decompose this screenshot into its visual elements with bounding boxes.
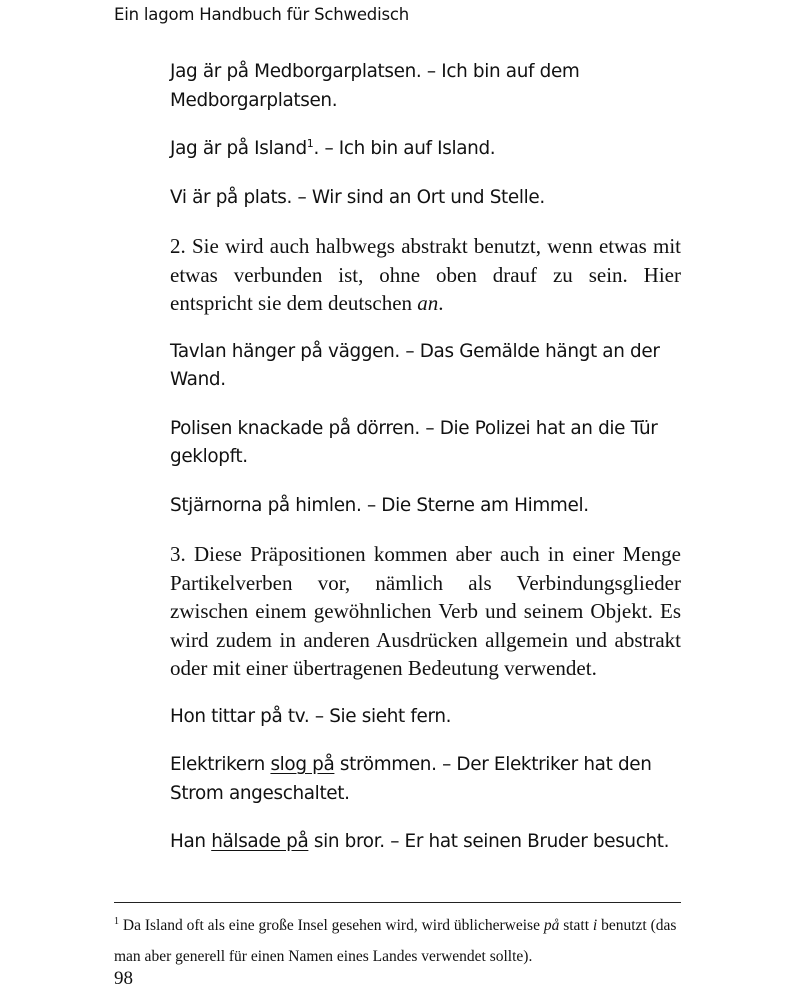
footnote-text: statt (559, 917, 593, 934)
emphasis: an (417, 291, 439, 315)
example-sentence: Polisen knackade på dörren. – Die Polizei hat an die Tür geklopft. (170, 417, 658, 467)
paragraph-3: 3. Diese Präpositionen kommen aber auch in einer Menge Partikelverben vor, nämlich als Verbindungsglieder zwischen einem gewöhnlichen Verb und seinem Objekt. Es wird zudem in anderen Ausdrücken allgemein und abstrakt oder mit einer übertragenen Bedeutung verwendet. (170, 542, 681, 680)
footnote (114, 910, 681, 972)
running-head: Ein lagom Handbuch für Schwedisch (114, 5, 409, 24)
example-text: Han (170, 831, 212, 852)
example-sentence-underlined (170, 751, 681, 808)
paragraph-text: 2. Sie wird auch halbwegs abstrakt benutzt, wenn etwas mit etwas verbunden ist, ohne oben drauf zu sein. Hier entspricht sie dem deutschen (170, 234, 681, 315)
footnote-reference[interactable]: 1 (306, 137, 314, 150)
example-sentence: Tavlan hänger på väggen. – Das Gemälde hängt an der Wand. (170, 340, 660, 390)
example-text: Jag är på Island (170, 138, 307, 159)
example-text: . – Ich bin auf Island. (313, 138, 496, 159)
emphasis: i (592, 917, 598, 934)
example-sentence-island (170, 135, 681, 164)
paragraph-text: . (438, 291, 444, 315)
paragraph-2 (170, 232, 681, 318)
example-sentence: Stjärnorna på himlen. – Die Sterne am Himmel. (170, 494, 589, 516)
emphasis: på (543, 917, 560, 934)
particle-verb: slog på (270, 754, 335, 775)
footnote-text: benutzt (das man aber generell für einen Namen eines Landes verwendet sollte). (114, 917, 677, 965)
particle-verb: hälsade på (211, 831, 309, 852)
page-body (170, 58, 681, 877)
page-number: 98 (114, 968, 133, 989)
example-text: strömmen. – Der Elektriker hat den Strom angeschaltet. (170, 754, 652, 804)
example-sentence: Vi är på plats. – Wir sind an Ort und Stelle. (170, 186, 545, 208)
footnote-divider (114, 902, 681, 903)
footnote-mark: 1 (114, 916, 119, 927)
example-sentence-underlined (170, 828, 681, 857)
footnote-text: Da Island oft als eine große Insel gesehen wird, wird üblicherweise (119, 917, 544, 934)
example-sentence: Jag är på Medborgarplatsen. – Ich bin auf dem Medborgarplatsen. (170, 61, 580, 111)
example-text: sin bror. – Er hat seinen Bruder besucht. (308, 831, 670, 852)
example-sentence: Hon tittar på tv. – Sie sieht fern. (170, 705, 452, 727)
example-text: Elektrikern (170, 754, 271, 775)
